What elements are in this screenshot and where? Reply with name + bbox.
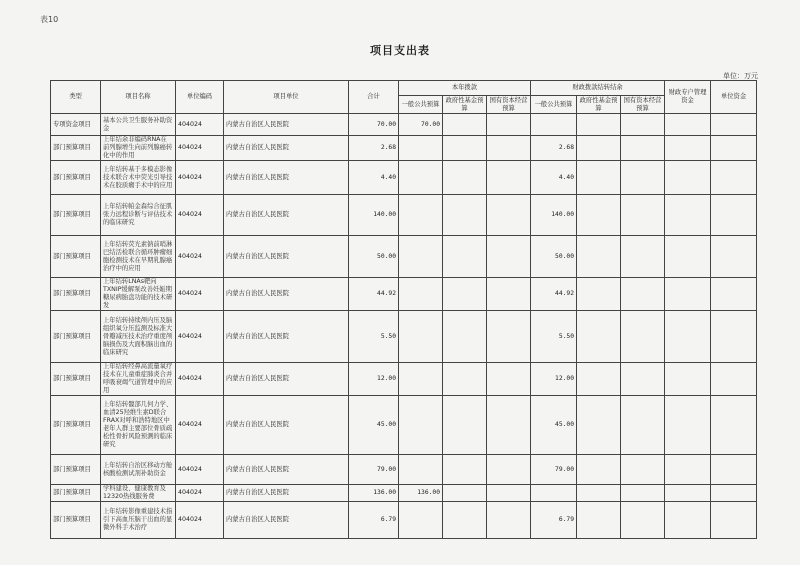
header-c-general: 一般公共预算: [531, 96, 577, 114]
cell-own: [711, 311, 757, 363]
cell-c-state: [621, 502, 665, 539]
cell-own: [711, 455, 757, 485]
cell-y-general: 136.00: [399, 485, 443, 502]
cell-name: 学科建设、健康教育及12320热线服务费: [101, 485, 176, 502]
cell-total: 44.92: [349, 278, 399, 311]
cell-type: 部门预算项目: [51, 455, 101, 485]
cell-special: [665, 502, 711, 539]
cell-type: 部门预算项目: [51, 161, 101, 195]
cell-own: [711, 396, 757, 455]
cell-type: 部门预算项目: [51, 136, 101, 161]
cell-type: 部门预算项目: [51, 363, 101, 396]
cell-name: 上年结转影像重建技术指引下高血压脑干出血的显微外科手术治疗: [101, 502, 176, 539]
cell-y-fund: [443, 502, 487, 539]
cell-c-state: [621, 396, 665, 455]
cell-code: 404024: [176, 485, 224, 502]
cell-y-general: [399, 363, 443, 396]
header-c-state: 国有资本经营预算: [621, 96, 665, 114]
cell-y-state: [487, 114, 531, 136]
cell-y-fund: [443, 114, 487, 136]
cell-y-state: [487, 485, 531, 502]
cell-total: 2.68: [349, 136, 399, 161]
header-y-fund: 政府性基金预算: [443, 96, 487, 114]
cell-y-general: [399, 396, 443, 455]
cell-own: [711, 195, 757, 236]
cell-c-general: 2.68: [531, 136, 577, 161]
cell-unit: 内蒙古自治区人民医院: [224, 114, 349, 136]
cell-unit: 内蒙古自治区人民医院: [224, 236, 349, 278]
cell-name: 基本公共卫生服务补助资金: [101, 114, 176, 136]
cell-c-general: [531, 114, 577, 136]
cell-y-general: 70.00: [399, 114, 443, 136]
cell-unit: 内蒙古自治区人民医院: [224, 278, 349, 311]
table-row: [51, 278, 757, 311]
cell-name: 上年结转基于多模态影像技术联合术中荧光引导技术在胶质瘤手术中的应用: [101, 161, 176, 195]
cell-own: [711, 236, 757, 278]
cell-y-state: [487, 502, 531, 539]
cell-y-fund: [443, 195, 487, 236]
cell-c-fund: [577, 455, 621, 485]
cell-y-general: [399, 278, 443, 311]
table-row: [51, 363, 757, 396]
cell-y-state: [487, 455, 531, 485]
table-row: [51, 136, 757, 161]
cell-y-general: [399, 311, 443, 363]
cell-c-fund: [577, 136, 621, 161]
cell-c-fund: [577, 161, 621, 195]
cell-total: 12.00: [349, 363, 399, 396]
cell-unit: 内蒙古自治区人民医院: [224, 311, 349, 363]
cell-own: [711, 114, 757, 136]
cell-c-general: 45.00: [531, 396, 577, 455]
cell-c-general: 4.40: [531, 161, 577, 195]
cell-y-fund: [443, 236, 487, 278]
header-name: 项目名称: [101, 81, 176, 114]
cell-c-state: [621, 161, 665, 195]
cell-c-state: [621, 311, 665, 363]
cell-unit: 内蒙古自治区人民医院: [224, 485, 349, 502]
table-row: [51, 455, 757, 485]
cell-y-fund: [443, 455, 487, 485]
cell-y-general: [399, 502, 443, 539]
page-title: 项目支出表: [370, 44, 430, 57]
cell-code: 404024: [176, 502, 224, 539]
cell-name: 上年结转髋部几何力学、血清25羟维生素D联合FRAX对呼和浩特地区中老年人群主要部位骨质疏松性骨折风险预测的临床研究: [101, 396, 176, 455]
cell-type: 专项资金项目: [51, 114, 101, 136]
table-tag: 表10: [40, 15, 59, 24]
cell-special: [665, 311, 711, 363]
cell-unit: 内蒙古自治区人民医院: [224, 455, 349, 485]
cell-special: [665, 195, 711, 236]
cell-c-general: 5.50: [531, 311, 577, 363]
cell-special: [665, 161, 711, 195]
header-this-year: 本年拨款: [399, 81, 531, 96]
cell-y-state: [487, 311, 531, 363]
cell-c-fund: [577, 278, 621, 311]
header-y-general: 一般公共预算: [399, 96, 443, 114]
cell-c-general: 44.92: [531, 278, 577, 311]
cell-total: 45.00: [349, 396, 399, 455]
header-code: 单位编码: [176, 81, 224, 114]
cell-own: [711, 502, 757, 539]
cell-y-fund: [443, 311, 487, 363]
cell-c-state: [621, 278, 665, 311]
cell-c-state: [621, 136, 665, 161]
cell-code: 404024: [176, 278, 224, 311]
cell-own: [711, 136, 757, 161]
cell-special: [665, 363, 711, 396]
cell-total: 140.00: [349, 195, 399, 236]
cell-total: 5.50: [349, 311, 399, 363]
cell-code: 404024: [176, 195, 224, 236]
header-unit: 项目单位: [224, 81, 349, 114]
cell-c-state: [621, 455, 665, 485]
cell-unit: 内蒙古自治区人民医院: [224, 136, 349, 161]
cell-c-fund: [577, 114, 621, 136]
cell-own: [711, 278, 757, 311]
cell-c-fund: [577, 396, 621, 455]
cell-type: 部门预算项目: [51, 195, 101, 236]
cell-type: 部门预算项目: [51, 485, 101, 502]
cell-type: 部门预算项目: [51, 278, 101, 311]
cell-type: 部门预算项目: [51, 396, 101, 455]
cell-name: 上年结转经鼻高流量氧疗技术在儿童重症肺炎合并呼吸衰竭气道管理中的应用: [101, 363, 176, 396]
cell-total: 136.00: [349, 485, 399, 502]
table-row: [51, 161, 757, 195]
cell-y-fund: [443, 161, 487, 195]
cell-own: [711, 485, 757, 502]
table-row: [51, 502, 757, 539]
cell-c-state: [621, 114, 665, 136]
cell-c-fund: [577, 236, 621, 278]
cell-unit: 内蒙古自治区人民医院: [224, 195, 349, 236]
cell-y-general: [399, 236, 443, 278]
cell-y-state: [487, 278, 531, 311]
cell-name: 上年结转LNAs靶向TXNIP缓解泵改善妊娠期糖尿病胎盘功能的技术研发: [101, 278, 176, 311]
cell-special: [665, 278, 711, 311]
header-row-1: [51, 81, 757, 96]
cell-c-state: [621, 236, 665, 278]
cell-name: 上年结转持续颅内压及脑组织氧分压监测及标准大骨瓣减压技术治疗重度颅脑损伤及大面积脑出血的临床研究: [101, 311, 176, 363]
header-c-fund: 政府性基金预算: [577, 96, 621, 114]
header-y-state: 国有资本经营预算: [487, 96, 531, 114]
cell-y-fund: [443, 485, 487, 502]
cell-special: [665, 485, 711, 502]
cell-c-state: [621, 485, 665, 502]
header-carryover: 财政拨款结转结余: [531, 81, 665, 96]
cell-y-state: [487, 161, 531, 195]
cell-y-general: [399, 455, 443, 485]
cell-name: 上年结转帕金森综合征肌张力远程诊断与评估技术的临床研究: [101, 195, 176, 236]
cell-code: 404024: [176, 311, 224, 363]
cell-name: 上年结转荧光素钠前哨淋巴结活检联合循环肿瘤细胞检测技术在早期乳腺癌治疗中的应用: [101, 236, 176, 278]
cell-c-general: 6.79: [531, 502, 577, 539]
cell-special: [665, 114, 711, 136]
table-row: [51, 485, 757, 502]
cell-unit: 内蒙古自治区人民医院: [224, 502, 349, 539]
cell-own: [711, 161, 757, 195]
table-row: [51, 311, 757, 363]
cell-code: 404024: [176, 136, 224, 161]
header-type: 类型: [51, 81, 101, 114]
header-own: 单位资金: [711, 81, 757, 114]
table-body: [51, 114, 757, 539]
cell-y-state: [487, 136, 531, 161]
cell-y-fund: [443, 363, 487, 396]
cell-total: 70.00: [349, 114, 399, 136]
cell-y-state: [487, 363, 531, 396]
cell-name: 上年结余非编码RNA在前列腺增生向前列腺癌转化中的作用: [101, 136, 176, 161]
cell-unit: 内蒙古自治区人民医院: [224, 363, 349, 396]
cell-special: [665, 455, 711, 485]
cell-code: 404024: [176, 396, 224, 455]
cell-y-fund: [443, 396, 487, 455]
cell-type: 部门预算项目: [51, 502, 101, 539]
cell-special: [665, 396, 711, 455]
cell-unit: 内蒙古自治区人民医院: [224, 161, 349, 195]
table-row: [51, 396, 757, 455]
project-expenditure-table: [50, 80, 757, 539]
unit-label: 单位：万元: [723, 72, 758, 80]
cell-c-general: 12.00: [531, 363, 577, 396]
cell-y-state: [487, 236, 531, 278]
cell-code: 404024: [176, 161, 224, 195]
cell-c-fund: [577, 311, 621, 363]
cell-special: [665, 236, 711, 278]
cell-c-general: 140.00: [531, 195, 577, 236]
cell-y-state: [487, 396, 531, 455]
cell-c-state: [621, 195, 665, 236]
cell-y-general: [399, 161, 443, 195]
cell-y-fund: [443, 136, 487, 161]
cell-total: 50.00: [349, 236, 399, 278]
cell-y-general: [399, 195, 443, 236]
cell-c-fund: [577, 195, 621, 236]
header-total: 合计: [349, 81, 399, 114]
table-row: [51, 236, 757, 278]
cell-own: [711, 363, 757, 396]
cell-y-fund: [443, 278, 487, 311]
cell-y-general: [399, 136, 443, 161]
cell-type: 部门预算项目: [51, 236, 101, 278]
cell-y-state: [487, 195, 531, 236]
cell-unit: 内蒙古自治区人民医院: [224, 396, 349, 455]
cell-total: 6.79: [349, 502, 399, 539]
cell-c-general: 50.00: [531, 236, 577, 278]
cell-total: 4.40: [349, 161, 399, 195]
header-special: 财政专户管理资金: [665, 81, 711, 114]
cell-c-general: 79.00: [531, 455, 577, 485]
cell-c-general: [531, 485, 577, 502]
cell-name: 上年结转自治区移动方舱核酸检测试剂补助资金: [101, 455, 176, 485]
cell-code: 404024: [176, 236, 224, 278]
cell-code: 404024: [176, 114, 224, 136]
cell-special: [665, 136, 711, 161]
cell-code: 404024: [176, 363, 224, 396]
cell-code: 404024: [176, 455, 224, 485]
table-row: [51, 114, 757, 136]
cell-c-fund: [577, 502, 621, 539]
cell-c-fund: [577, 363, 621, 396]
cell-total: 79.00: [349, 455, 399, 485]
cell-type: 部门预算项目: [51, 311, 101, 363]
cell-c-state: [621, 363, 665, 396]
table-row: [51, 195, 757, 236]
cell-c-fund: [577, 485, 621, 502]
